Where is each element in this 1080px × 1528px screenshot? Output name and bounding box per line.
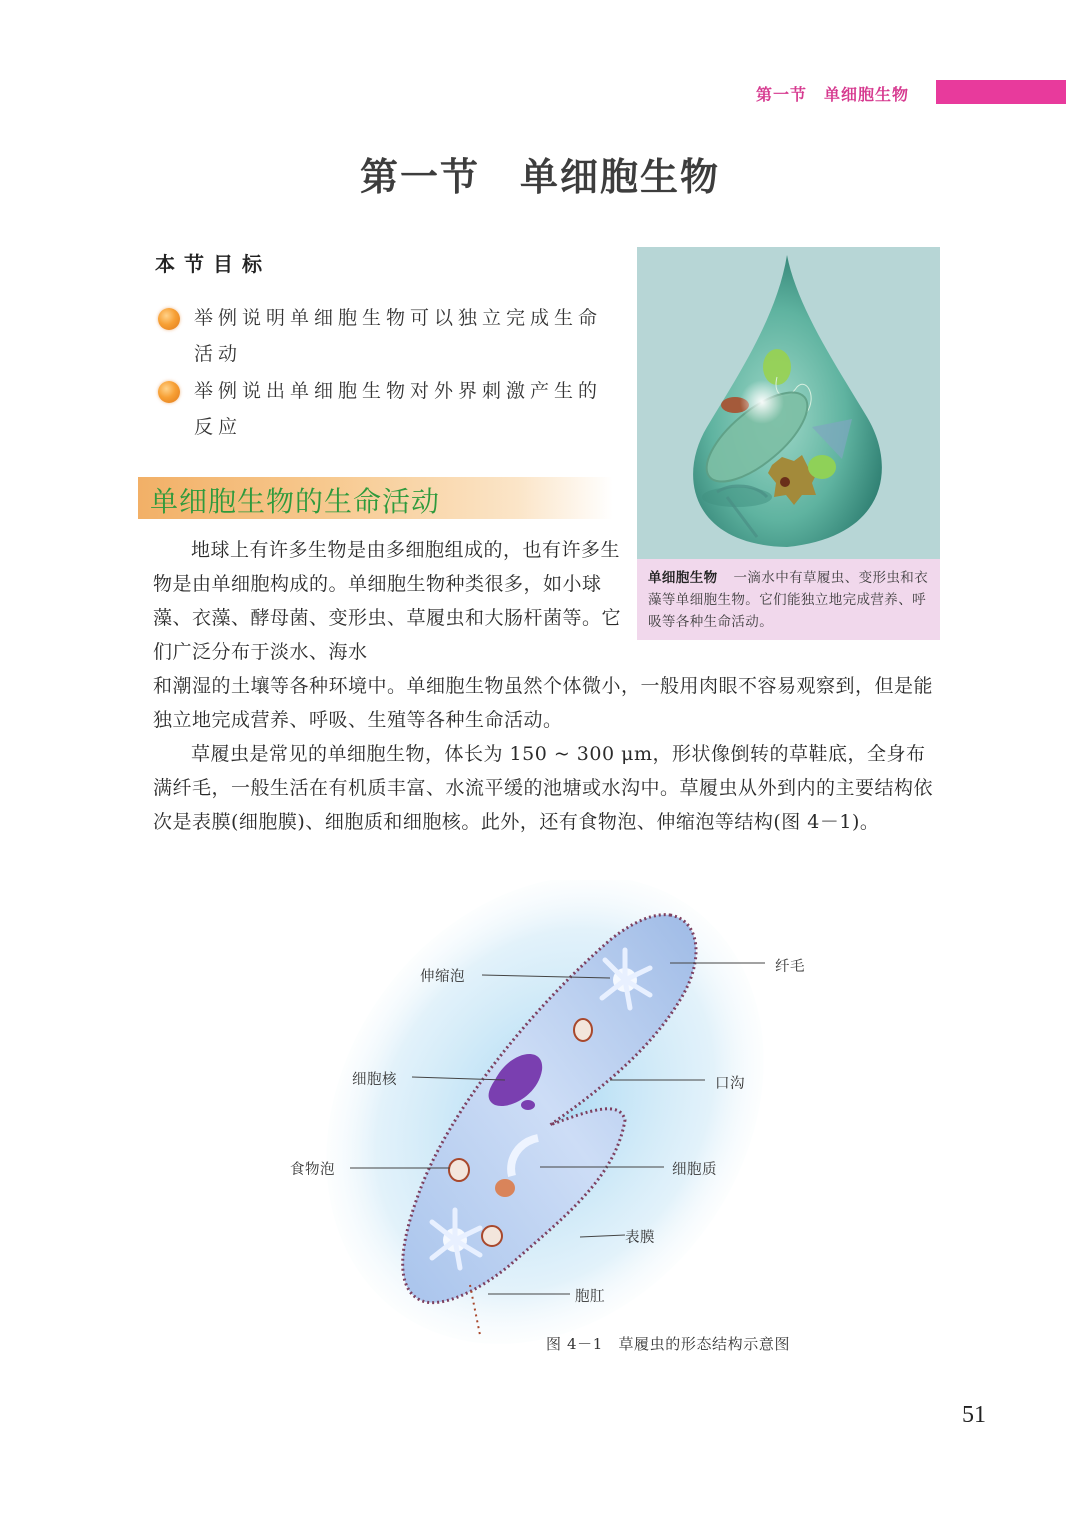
running-head-text: 第一节 单细胞生物 [756, 84, 910, 104]
objective-item [158, 373, 618, 445]
label-nucleus: 细胞核 [352, 1072, 397, 1088]
paramecium-illustration-icon [280, 880, 840, 1360]
page-title: 第一节 单细胞生物 [359, 155, 720, 199]
orange-bullet-icon [158, 381, 180, 403]
label-pellicle: 表膜 [625, 1230, 655, 1246]
objective-item [158, 300, 618, 372]
label-food-vacuole: 食物泡 [290, 1162, 335, 1178]
figure-caption: 图 4－1 草履虫的形态结构示意图 [546, 1335, 791, 1353]
paragraph-1b: 和潮湿的土壤等各种环境中。单细胞生物虽然个体微小，一般用肉眼不容易观察到，但是能独立地完成营养、呼吸、生殖等各种生命活动。 [153, 675, 934, 731]
water-drop-icon [637, 247, 940, 559]
label-cilia: 纤毛 [775, 959, 805, 975]
water-drop-figure [637, 247, 940, 559]
label-oral-groove: 口沟 [715, 1076, 745, 1092]
label-contractile-vacuole: 伸缩泡 [420, 969, 465, 985]
label-anal-pore: 胞肛 [575, 1289, 605, 1305]
objective-text: 举例说明单细胞生物可以独立完成生命活动 [194, 307, 603, 365]
section-heading-text: 单细胞生物的生命活动 [150, 485, 441, 518]
running-head-bar [936, 80, 1066, 104]
drop-figure-caption [637, 559, 940, 640]
page-number: 51 [962, 1402, 986, 1428]
drop-caption-title: 单细胞生物 [648, 570, 718, 586]
section-heading [138, 477, 613, 519]
objective-text: 举例说出单细胞生物对外界刺激产生的反应 [194, 380, 603, 438]
paragraph-2: 草履虫是常见的单细胞生物，体长为 150 ~ 300 μm，形状像倒转的草鞋底，全身布满纤毛，一般生活在有机质丰富、水流平缓的池塘或水沟中。草履虫从外到内的主要结构依次是表膜(细胞膜)、细胞质和细胞核。此外，还有食物泡、伸缩泡等结构(图 4－1)。 [153, 743, 934, 833]
objectives-title: 本节目标 [155, 252, 271, 276]
label-cytoplasm: 细胞质 [672, 1162, 717, 1178]
paramecium-figure [280, 880, 840, 1360]
running-head [756, 80, 909, 106]
paragraph-1a: 地球上有许多生物是由多细胞组成的，也有许多生物是由单细胞构成的。单细胞生物种类很多，如小球藻、衣藻、酵母菌、变形虫、草履虫和大肠杆菌等。它们广泛分布于淡水、海水 [153, 539, 622, 663]
orange-bullet-icon [158, 308, 180, 330]
drop-caption-text: 一滴水中有草履虫、变形虫和衣藻等单细胞生物。它们能独立地完成营养、呼吸等各种生命活动。 [648, 570, 929, 630]
